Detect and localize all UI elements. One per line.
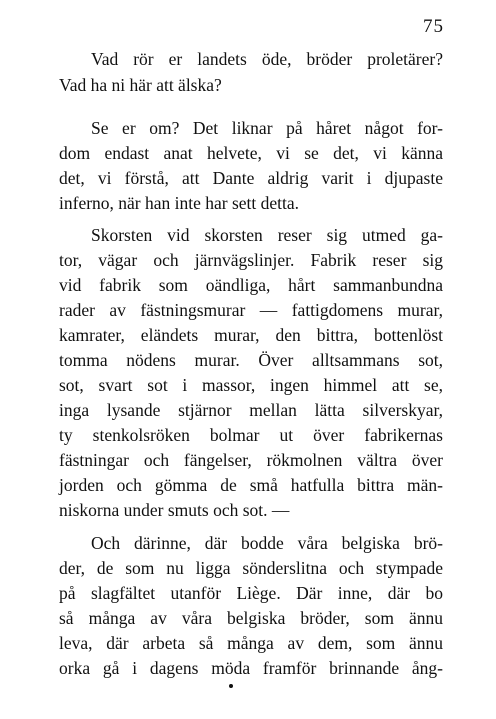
text-line: på slagfältet utanför Liège. Där inne, där bo bbox=[59, 583, 443, 603]
text-line: fästningar och fängelser, rökmolnen vältra över bbox=[59, 450, 443, 470]
text-line: Se er om? Det liknar på håret något for- bbox=[91, 118, 443, 138]
text-line: der, de som nu ligga sönderslitna och stympade bbox=[59, 558, 443, 578]
text-line: inga lysande stjärnor mellan lätta silverskyar, bbox=[59, 400, 443, 420]
text-line: leva, där arbeta så många av dem, som ännu bbox=[59, 633, 443, 653]
text-line: tomma nödens murar. Över alltsammans sot, bbox=[59, 350, 443, 370]
text-line: sot, svart sot i massor, ingen himmel att se, bbox=[59, 375, 443, 395]
text-line: kamrater, eländets murar, den bittra, bottenlöst bbox=[59, 325, 443, 345]
text-line: Vad rör er landets öde, bröder proletärer? bbox=[91, 49, 443, 69]
text-line: Skorsten vid skorsten reser sig utmed ga- bbox=[91, 225, 443, 245]
text-line: Och därinne, där bodde våra belgiska brö- bbox=[91, 533, 443, 553]
text-line: vid fabrik som oändliga, hårt sammanbundna bbox=[59, 275, 443, 295]
text-line: rader av fästningsmurar — fattigdomens murar, bbox=[59, 300, 443, 320]
footer-dot-mark bbox=[229, 684, 233, 688]
text-line: det, vi förstå, att Dante aldrig varit i djupaste bbox=[59, 168, 443, 188]
text-line: niskorna under smuts och sot. — bbox=[59, 500, 290, 520]
text-line: inferno, när han inte har sett detta. bbox=[59, 193, 300, 213]
text-line: ty stenkolsröken bolmar ut över fabrikernas bbox=[59, 425, 443, 445]
text-line: dom endast anat helvete, vi se det, vi känna bbox=[59, 143, 443, 163]
text-line: jorden och gömma de små hatfulla bittra män- bbox=[59, 475, 443, 495]
page-number: 75 bbox=[423, 16, 444, 37]
text-line: Vad ha ni här att älska? bbox=[59, 75, 222, 95]
text-line: orka gå i dagens möda framför brinnande ång- bbox=[59, 658, 443, 678]
text-line: tor, vägar och järnvägslinjer. Fabrik reser sig bbox=[59, 250, 443, 270]
text-line: så många av våra belgiska bröder, som ännu bbox=[59, 608, 443, 628]
